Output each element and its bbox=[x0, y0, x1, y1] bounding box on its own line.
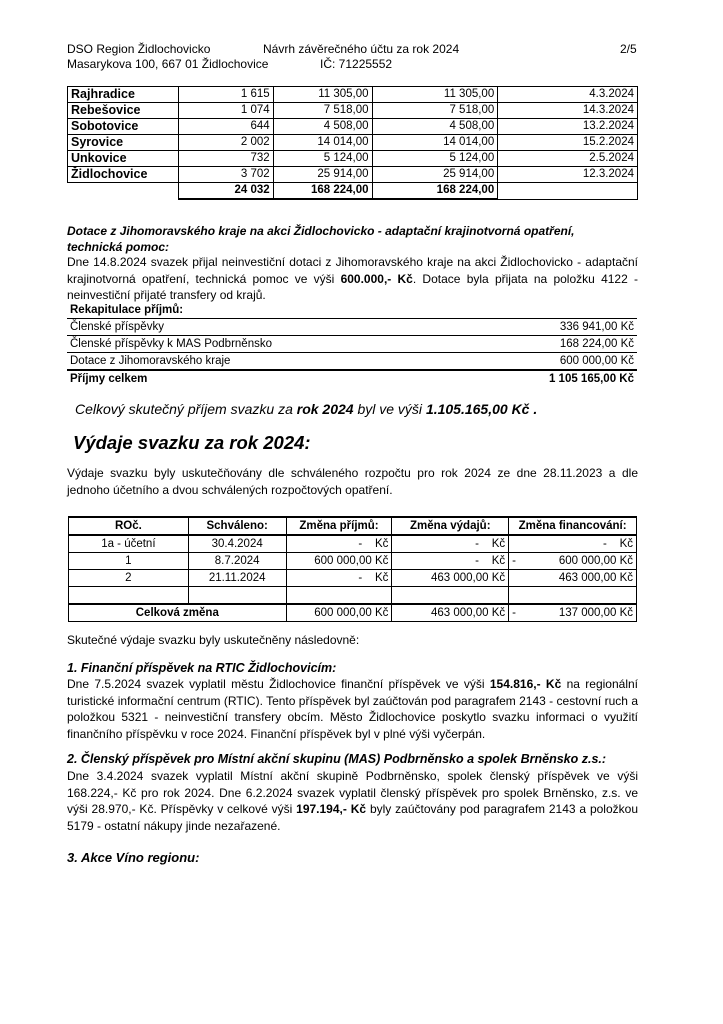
rekapitulace-value: 168 224,00 Kč bbox=[559, 338, 634, 350]
amount-value: 463 000,00 Kč bbox=[558, 572, 633, 584]
member-date: 2.5.2024 bbox=[498, 151, 638, 167]
amount-cell bbox=[509, 570, 637, 587]
member-paid: 14 014,00 bbox=[372, 135, 498, 151]
member-paid: 11 305,00 bbox=[372, 87, 498, 103]
amount-value: 137 000,00 Kč bbox=[558, 607, 633, 619]
member-amount: 5 124,00 bbox=[273, 151, 372, 167]
expenses-intro: Výdaje svazku byly uskutečňovány dle schváleného rozpočtu pro rok 2024 ze dne 28.11.2023 a dle jednoho účetního a dvou schválených rozpočtových opatření. bbox=[67, 466, 638, 497]
column-header: Změna výdajů: bbox=[392, 517, 509, 535]
amount-prefix: - bbox=[358, 538, 363, 550]
member-date: 4.3.2024 bbox=[498, 87, 638, 103]
doc-header-org: DSO Region Židlochovicko bbox=[67, 42, 211, 56]
ro-date: 8.7.2024 bbox=[188, 553, 286, 570]
column-header: ROč. bbox=[69, 517, 189, 535]
amount-value: Kč bbox=[491, 555, 506, 567]
table-row bbox=[69, 553, 637, 570]
sum-label: Celková změna bbox=[69, 604, 287, 622]
amount-prefix: - bbox=[475, 538, 479, 550]
amount-cell bbox=[392, 570, 509, 587]
rekapitulace-value: 336 941,00 Kč bbox=[559, 321, 634, 333]
ro-number bbox=[69, 587, 189, 605]
sum-row bbox=[69, 604, 637, 622]
member-name: Rebešovice bbox=[68, 103, 179, 119]
ro-date: 21.11.2024 bbox=[188, 570, 286, 587]
column-header: Změna financování: bbox=[509, 517, 637, 535]
rekapitulace-value: 600 000,00 Kč bbox=[559, 355, 634, 367]
rekapitulace-row bbox=[67, 352, 637, 369]
amount-sign: - bbox=[512, 555, 516, 567]
amount-cell bbox=[509, 604, 637, 622]
total-amount: 168 224,00 bbox=[273, 183, 372, 200]
table-row bbox=[69, 587, 637, 605]
expenses-heading: Výdaje svazku za rok 2024: bbox=[73, 432, 311, 453]
member-paid: 5 124,00 bbox=[372, 151, 498, 167]
member-date: 13.2.2024 bbox=[498, 119, 638, 135]
member-population: 3 702 bbox=[178, 167, 273, 183]
table-row bbox=[68, 119, 638, 135]
amount-cell bbox=[286, 553, 392, 570]
member-date: 15.2.2024 bbox=[498, 135, 638, 151]
actual-expenses-intro: Skutečné výdaje svazku byly uskutečněny následovně: bbox=[67, 633, 360, 647]
rekapitulace-row bbox=[67, 319, 637, 335]
amount-cell bbox=[509, 587, 637, 605]
member-name: Syrovice bbox=[68, 135, 179, 151]
table-row bbox=[68, 135, 638, 151]
amount-value: 600 000,00 Kč bbox=[558, 555, 633, 567]
rekapitulace-title: Rekapitulace příjmů: bbox=[67, 302, 637, 319]
member-population: 1 074 bbox=[178, 103, 273, 119]
rekapitulace-total: Příjmy celkem 1 105 165,00 Kč bbox=[67, 369, 637, 387]
amount-value: Kč bbox=[374, 538, 389, 550]
amount-cell bbox=[392, 535, 509, 553]
table-row bbox=[69, 535, 637, 553]
ro-number: 1a - účetní bbox=[69, 535, 189, 553]
doc-header-ic: IČ: 71225552 bbox=[320, 57, 393, 71]
table-header-row bbox=[69, 517, 637, 535]
amount-value: Kč bbox=[619, 538, 633, 550]
total-row bbox=[68, 183, 638, 200]
sum-prijmy: 600 000,00 Kč bbox=[286, 604, 392, 622]
member-name: Rajhradice bbox=[68, 87, 179, 103]
table-row bbox=[68, 87, 638, 103]
column-header: Schváleno: bbox=[188, 517, 286, 535]
section-2-paragraph: Dne 3.4.2024 svazek vyplatil Místní akční skupině Podbrněnsko, spolek členský příspěvek ve výši 168.224,- Kč pro rok 2024. Dne 6.2.2024 svazek vyplatil členský příspěvek pro spolek Brněnsko, z.s. ve výši 28.970,- Kč. Příspěvky v celkové výši 197.194,- Kč byly zaúčtovány pod paragrafem 2143 a položkou 5179 - ostatní nákupy jinde nezařazené. bbox=[67, 769, 638, 833]
doc-header-address: Masarykova 100, 667 01 Židlochovice bbox=[67, 57, 269, 71]
member-population: 644 bbox=[178, 119, 273, 135]
ro-number: 2 bbox=[69, 570, 189, 587]
ro-date: 30.4.2024 bbox=[188, 535, 286, 553]
member-amount: 4 508,00 bbox=[273, 119, 372, 135]
dotace-paragraph: Dne 14.8.2024 svazek přijal neinvestiční dotaci z Jihomoravského kraje na akci Židlochovicko - adaptační krajinotvorná opatření, technická pomoc ve výši 600.000,- Kč. Dotace byla přijata na položku 4122 - neinvestiční přijaté transfery od krajů. bbox=[67, 255, 638, 302]
empty-cell bbox=[498, 183, 638, 200]
member-population: 1 615 bbox=[178, 87, 273, 103]
rekapitulace bbox=[67, 302, 637, 387]
amount-prefix: - bbox=[602, 538, 607, 550]
amount-cell bbox=[509, 535, 637, 553]
rekapitulace-label: Dotace z Jihomoravského kraje bbox=[70, 355, 231, 367]
amount-value: Kč bbox=[491, 538, 506, 550]
dotace-heading: Dotace z Jihomoravského kraje na akci Židlochovicko - adaptační krajinotvorná opatření, bbox=[67, 224, 575, 238]
amount-cell bbox=[392, 553, 509, 570]
total-income-statement: Celkový skutečný příjem svazku za rok 2024 byl ve výši 1.105.165,00 Kč . bbox=[75, 401, 538, 417]
member-amount: 11 305,00 bbox=[273, 87, 372, 103]
table-row bbox=[68, 151, 638, 167]
amount-value: 600 000,00 Kč bbox=[314, 555, 389, 567]
table-row bbox=[68, 103, 638, 119]
ro-date bbox=[188, 587, 286, 605]
member-name: Sobotovice bbox=[68, 119, 179, 135]
ro-number: 1 bbox=[69, 553, 189, 570]
page-number: 2/5 bbox=[620, 42, 637, 56]
member-amount: 7 518,00 bbox=[273, 103, 372, 119]
amount-prefix: - bbox=[358, 572, 363, 584]
amount-prefix: - bbox=[475, 555, 479, 567]
rekapitulace-row bbox=[67, 335, 637, 352]
rekapitulace-label: Členské příspěvky k MAS Podbrněnsko bbox=[70, 338, 272, 350]
member-amount: 25 914,00 bbox=[273, 167, 372, 183]
column-header: Změna příjmů: bbox=[286, 517, 392, 535]
amount-value: 463 000,00 Kč bbox=[430, 572, 506, 584]
member-paid: 7 518,00 bbox=[372, 103, 498, 119]
amount-cell bbox=[392, 587, 509, 605]
amount-cell bbox=[286, 535, 392, 553]
table-row bbox=[68, 167, 638, 183]
empty-cell bbox=[68, 183, 179, 200]
table-row bbox=[69, 570, 637, 587]
amount-cell bbox=[286, 570, 392, 587]
member-paid: 4 508,00 bbox=[372, 119, 498, 135]
total-population: 24 032 bbox=[178, 183, 273, 200]
member-population: 2 002 bbox=[178, 135, 273, 151]
rekapitulace-label: Členské příspěvky bbox=[70, 321, 164, 333]
section-3-heading: 3. Akce Víno regionu: bbox=[67, 850, 200, 865]
amount-cell bbox=[509, 553, 637, 570]
members-table bbox=[67, 86, 638, 200]
member-date: 14.3.2024 bbox=[498, 103, 638, 119]
section-1-paragraph: Dne 7.5.2024 svazek vyplatil městu Židlochovice finanční příspěvek ve výši 154.816,- Kč na regionální turistické informační centrum (RTIC). Tento příspěvek byl zaúčtován pod paragrafem 2143 - cestovní ruch a položkou 5321 - neinvestiční transfery obcím. Město Židlochovice poskytlo svazku informaci o využití finančního příspěvku v roce 2024. Finanční příspěvek byl v plné výši vyčerpán. bbox=[67, 677, 638, 741]
member-population: 732 bbox=[178, 151, 273, 167]
member-name: Unkovice bbox=[68, 151, 179, 167]
section-2-heading: 2. Členský příspěvek pro Místní akční skupinu (MAS) Podbrněnsko a spolek Brněnsko z.s.: bbox=[67, 752, 607, 766]
amount-cell bbox=[286, 587, 392, 605]
budget-measures-table bbox=[68, 516, 637, 622]
member-paid: 25 914,00 bbox=[372, 167, 498, 183]
section-1-heading: 1. Finanční příspěvek na RTIC Židlochovicím: bbox=[67, 661, 337, 675]
sum-vydaje: 463 000,00 Kč bbox=[392, 604, 509, 622]
amount-sign: - bbox=[512, 607, 516, 619]
member-amount: 14 014,00 bbox=[273, 135, 372, 151]
amount-value: Kč bbox=[374, 572, 389, 584]
dotace-heading-2: technická pomoc: bbox=[67, 240, 170, 254]
member-date: 12.3.2024 bbox=[498, 167, 638, 183]
member-name: Židlochovice bbox=[68, 167, 179, 183]
doc-header-title: Návrh závěrečného účtu za rok 2024 bbox=[263, 42, 460, 56]
total-paid: 168 224,00 bbox=[372, 183, 498, 200]
